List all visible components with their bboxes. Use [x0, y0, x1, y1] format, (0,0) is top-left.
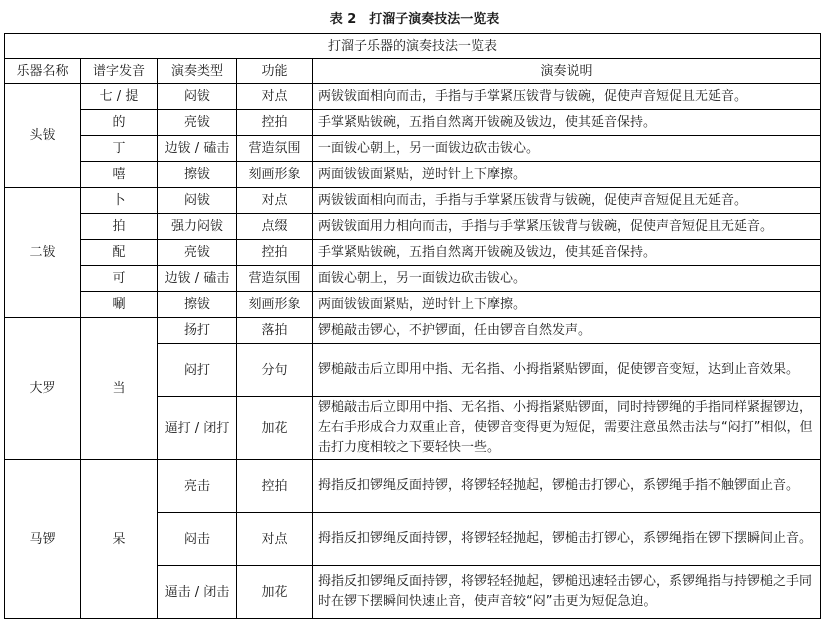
- type-cell: 亮击: [158, 460, 237, 513]
- type-cell: 擦钹: [158, 292, 237, 318]
- header-instrument: 乐器名称: [5, 59, 81, 84]
- description-cell: 两钹钹面相向而击，手指与手掌紧压钹背与钹碗，促使声音短促且无延音。: [313, 188, 821, 214]
- description-cell: 面钹心朝上，另一面钹边砍击钹心。: [313, 266, 821, 292]
- function-cell: 刻画形象: [237, 162, 313, 188]
- sound-cell: 可: [81, 266, 158, 292]
- type-cell: 边钹 / 磕击: [158, 266, 237, 292]
- instrument-cell: 大罗: [5, 318, 81, 460]
- type-cell: 逼击 / 闭击: [158, 566, 237, 619]
- table-title-row: [5, 34, 821, 59]
- description-cell: 手掌紧贴钹碗，五指自然离开钹碗及钹边，使其延音保持。: [313, 110, 821, 136]
- function-cell: 控拍: [237, 460, 313, 513]
- table-row: [5, 266, 821, 292]
- sound-cell: 卜: [81, 188, 158, 214]
- sound-cell: 当: [81, 318, 158, 460]
- sound-cell: 呆: [81, 460, 158, 619]
- function-cell: 对点: [237, 84, 313, 110]
- type-cell: 强力闷钹: [158, 214, 237, 240]
- table-row: [5, 110, 821, 136]
- function-cell: 营造氛围: [237, 136, 313, 162]
- table-row: [5, 460, 821, 513]
- function-cell: 对点: [237, 513, 313, 566]
- function-cell: 刻画形象: [237, 292, 313, 318]
- description-cell: 锣槌敲击后立即用中指、无名指、小拇指紧贴锣面，同时持锣绳的手指同样紧握锣边，左右手形成合力双重止音，使锣音变得更为短促，需要注意虽然击法与“闷打”相似，但击打力度相较之下要轻快一些。: [313, 397, 821, 460]
- sound-cell: 丁: [81, 136, 158, 162]
- function-cell: 对点: [237, 188, 313, 214]
- instrument-cell: 二钹: [5, 188, 81, 318]
- table-title: 打溜子乐器的演奏技法一览表: [5, 34, 821, 59]
- table-row: [5, 240, 821, 266]
- function-cell: 控拍: [237, 110, 313, 136]
- table-row: [5, 214, 821, 240]
- function-cell: 控拍: [237, 240, 313, 266]
- type-cell: 逼打 / 闭打: [158, 397, 237, 460]
- function-cell: 点缀: [237, 214, 313, 240]
- table-row: [5, 136, 821, 162]
- function-cell: 落拍: [237, 318, 313, 344]
- type-cell: 边钹 / 磕击: [158, 136, 237, 162]
- table-row: [5, 292, 821, 318]
- header-row: [5, 59, 821, 84]
- type-cell: 闷钹: [158, 84, 237, 110]
- header-sound: 谱字发音: [81, 59, 158, 84]
- type-cell: 扬打: [158, 318, 237, 344]
- description-cell: 锣槌敲击锣心，不护锣面，任由锣音自然发声。: [313, 318, 821, 344]
- table-row: [5, 84, 821, 110]
- instrument-cell: 头钹: [5, 84, 81, 188]
- function-cell: 加花: [237, 566, 313, 619]
- function-cell: 营造氛围: [237, 266, 313, 292]
- header-function: 功能: [237, 59, 313, 84]
- sound-cell: 的: [81, 110, 158, 136]
- description-cell: 两面钹钹面紧贴，逆时针上下摩擦。: [313, 292, 821, 318]
- sound-cell: 七 / 提: [81, 84, 158, 110]
- description-cell: 两钹钹面用力相向而击，手指与手掌紧压钹背与钹碗，促使声音短促且无延音。: [313, 214, 821, 240]
- description-cell: 手掌紧贴钹碗，五指自然离开钹碗及钹边，使其延音保持。: [313, 240, 821, 266]
- description-cell: 锣槌敲击后立即用中指、无名指、小拇指紧贴锣面，促使锣音变短，达到止音效果。: [313, 344, 821, 397]
- type-cell: 闷钹: [158, 188, 237, 214]
- table-row: [5, 188, 821, 214]
- type-cell: 亮钹: [158, 110, 237, 136]
- techniques-table: [4, 33, 821, 619]
- description-cell: 拇指反扣锣绳反面持锣，将锣轻轻抛起，锣槌击打锣心，系锣绳手指不触锣面止音。: [313, 460, 821, 513]
- instrument-cell: 马锣: [5, 460, 81, 619]
- function-cell: 分句: [237, 344, 313, 397]
- header-type: 演奏类型: [158, 59, 237, 84]
- sound-cell: 拍: [81, 214, 158, 240]
- table-row: [5, 162, 821, 188]
- function-cell: 加花: [237, 397, 313, 460]
- description-cell: 拇指反扣锣绳反面持锣，将锣轻轻抛起，锣槌迅速轻击锣心，系锣绳指与持锣槌之手同时在锣下摆瞬间快速止音，使声音较“闷”击更为短促急迫。: [313, 566, 821, 619]
- sound-cell: 嘻: [81, 162, 158, 188]
- sound-cell: 配: [81, 240, 158, 266]
- type-cell: 擦钹: [158, 162, 237, 188]
- type-cell: 闷击: [158, 513, 237, 566]
- header-description: 演奏说明: [313, 59, 821, 84]
- table-row: [5, 318, 821, 344]
- type-cell: 亮钹: [158, 240, 237, 266]
- description-cell: 拇指反扣锣绳反面持锣，将锣轻轻抛起，锣槌击打锣心，系锣绳指在锣下摆瞬间止音。: [313, 513, 821, 566]
- table-caption: 表 2 打溜子演奏技法一览表: [329, 12, 500, 27]
- description-cell: 两面钹钹面紧贴，逆时针上下摩擦。: [313, 162, 821, 188]
- type-cell: 闷打: [158, 344, 237, 397]
- description-cell: 一面钹心朝上，另一面钹边砍击钹心。: [313, 136, 821, 162]
- sound-cell: 唰: [81, 292, 158, 318]
- description-cell: 两钹钹面相向而击，手指与手掌紧压钹背与钹碗，促使声音短促且无延音。: [313, 84, 821, 110]
